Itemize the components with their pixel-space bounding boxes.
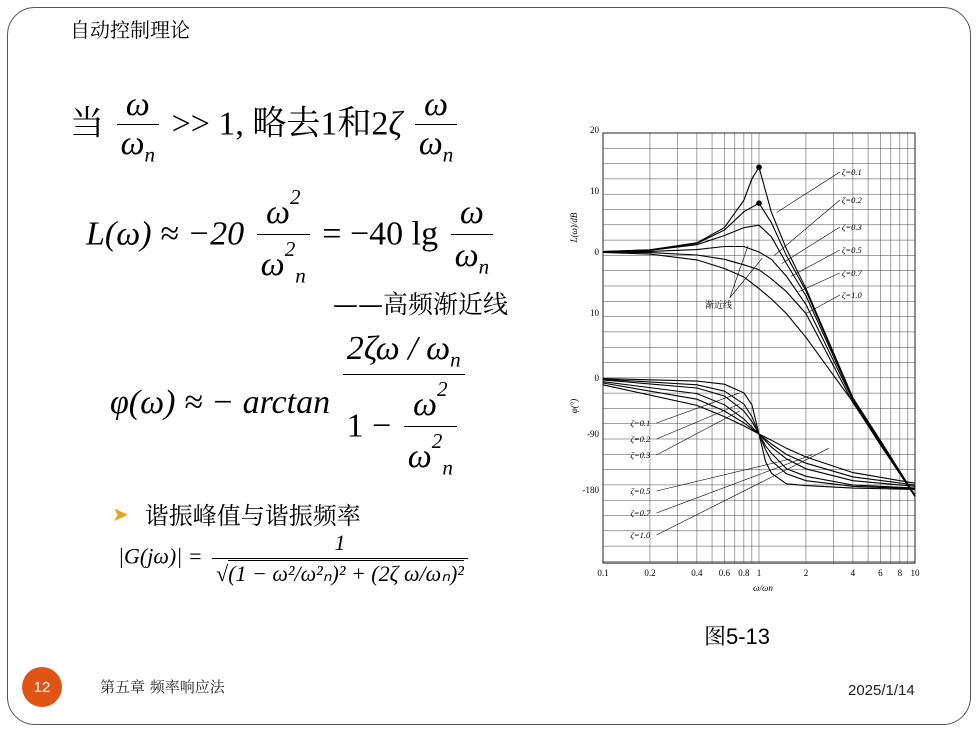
x-tick-label: 10 [910,568,920,578]
mid-text: = −40 lg [322,215,439,253]
phase-tick-label: -90 [587,429,599,439]
peak-marker [756,200,762,206]
phase-tick-label: 0 [594,373,599,383]
phase-series-label: ζ=0.7 [630,508,651,518]
mag-series-label: ζ=0.5 [841,245,862,255]
phase-numerator: $2\zeta\omega / \omega_n$ [346,330,461,372]
peak-marker [756,164,762,170]
figure-caption: 图5-13 [704,624,771,649]
x-tick-label: 0.4 [691,568,703,578]
chapter-label: 第五章 频率响应法 [100,678,225,696]
date-label: 2025/1/14 [848,682,915,699]
leader-line [777,172,840,212]
lhs-text: L(ω) ≈ −20 [86,215,245,253]
arrow-bullet-icon: ➤ [112,501,129,526]
mag-series-label: ζ=0.7 [841,268,862,278]
mag-series-label: ζ=1.0 [841,290,862,300]
formula-condition [70,88,461,165]
condition-text: >> 1, 略去1和2 [171,105,389,143]
phase-series-label: ζ=1.0 [630,530,651,540]
mag-series-label: ζ=0.3 [841,222,862,232]
phase-axis-label: φ(°) [569,398,579,414]
frac-num: ω [125,86,150,123]
frac-den: $\omega_n$ [117,124,160,165]
prefix-text: 当 [70,105,104,143]
zeta-symbol: ζ [388,105,403,143]
page-number-badge: 12 [22,667,62,707]
leader-line [799,273,840,292]
x-tick-label: 4 [850,568,856,578]
frac-num: ω [423,86,448,123]
x-tick-label: 6 [878,568,883,578]
leader-line [782,227,840,264]
mag-series-label: ζ=0.2 [841,195,862,205]
mag-series-label: ζ=0.1 [841,167,862,177]
formula-resonance [118,530,472,587]
resonance-fraction: $\frac{1}{\text{√(1 − ω²/ω²ₙ)² + (2ζ ω/ωₙ)²}}$ [212,530,468,587]
x-tick-label: 0.6 [718,568,731,578]
mag-tick-label: 10 [590,186,599,196]
fraction-omega2: $\frac{\omega^2}{\omega^2_n}$ [257,185,310,288]
mag-tick-label: 0 [594,247,599,257]
leader-line [656,393,739,423]
leader-line [791,250,840,276]
bode-chart [569,125,925,598]
x-tick-label: 0.8 [738,568,750,578]
leader-line [656,448,828,535]
mag-tick-label: 20 [590,125,599,135]
asymptote-annotation: 渐近线 [704,300,733,311]
leader-line [656,404,739,439]
leader-line [806,295,840,314]
x-tick-label: 2 [803,568,809,578]
asymptote-label: ——高频渐近线 [333,290,509,319]
phase-tick-label: -180 [582,485,599,495]
slide-header: 自动控制理论 [70,18,190,42]
leader-line [656,459,790,491]
phase-series-label: ζ=0.1 [630,418,651,428]
mag-tick-label: 10 [590,308,599,318]
fraction-omega-over-omegan-3: $\frac{\omega}{\omega_n}$ [451,194,494,279]
x-tick-label: 8 [897,568,903,578]
fraction-omega-over-omegan [117,88,160,165]
mag-axis-label: L(ω)/dB [569,212,579,243]
x-tick-label: 0.2 [644,568,656,578]
bullet-text: 谐振峰值与谐振频率 [144,502,361,530]
frac-den: $\omega_n$ [415,124,458,165]
phase-series-label: ζ=0.2 [630,434,651,444]
x-tick-label: 1 [756,568,762,578]
phase-denominator: 1 − $\frac{\omega^2}{\omega^2_n}$ [343,374,465,480]
x-axis-label: ω/ωn [753,583,773,593]
formula-phase [110,330,469,481]
x-tick-label: 0.1 [597,568,609,578]
sqrt-radicand: √(1 − ω²/ω²ₙ)² + (2ζ ω/ωₙ)² [212,558,468,587]
phase-series-label: ζ=0.5 [630,486,651,496]
formula-magnitude [86,185,497,288]
lhs-text: φ(ω) ≈ − arctan [110,384,331,422]
lhs-text: |G(jω)| = [118,543,203,569]
leader-line [774,200,840,256]
leader-line [656,411,739,455]
phase-fraction [343,330,465,481]
phase-series-label: ζ=0.3 [630,450,651,460]
bullet-item [112,496,361,531]
fraction-omega-over-omegan-2 [415,88,458,165]
